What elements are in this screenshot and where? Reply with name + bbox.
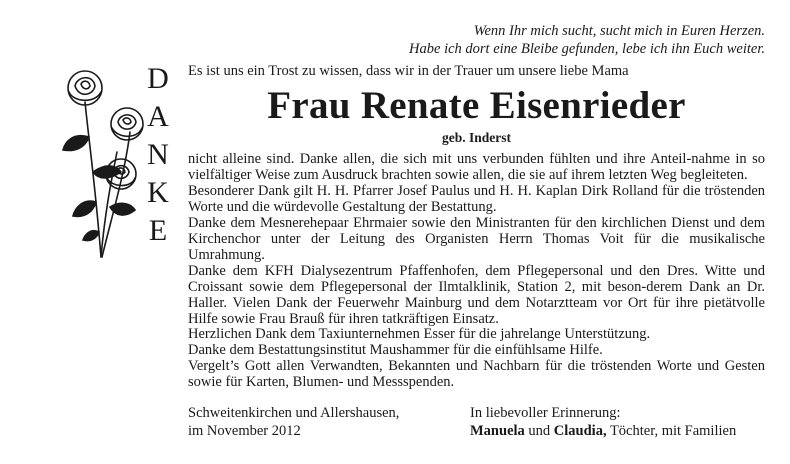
footer-place-date [188,404,399,440]
family-relation: Töchter, mit Familien [606,423,737,439]
footer-signature [470,404,736,440]
epigraph-quote [409,22,765,58]
paragraph-6: Danke dem Bestattungsinstitut Maushammer für die einfühlsame Hilfe. [188,342,603,359]
danke-letter-e: E [148,214,168,247]
danke-vertical [143,60,173,250]
danke-letter-n: N [147,138,169,171]
intro-line: Es ist uns ein Trost zu wissen, dass wir in der Trauer um unsere liebe Mama [188,63,629,79]
thanks-body [188,152,765,391]
deceased-name: Frau Renate Eisenrieder [267,84,686,127]
footer-family [470,422,736,440]
footer-place: Schweitenkirchen und Allershausen, [188,405,400,421]
danke-letter-d: D [147,62,169,95]
name-connector: und [524,423,554,439]
paragraph-2: Besonderer Dank gilt H. H. Pfarrer Josef Paulus und H. H. Kaplan Dirk Rolland für die tröstenden Worte und die würdevolle Gestaltung der Bestattung. [188,182,765,215]
quote-line-1: Wenn Ihr mich sucht, sucht mich in Euren Herzen. [473,23,765,39]
paragraph-3: Danke dem Mesnerehepaar Ehrmaier sowie den Ministranten für den kirchlichen Dienst und dem Kirchenchor unter der Leitung des Organisten Herrn Thomas Voit für die musikalische Umrahmung. [188,214,765,263]
roses-illustration [55,62,147,262]
paragraph-5: Herzlichen Dank dem Taxiunternehmen Esser für die jahrelange Unterstützung. [188,326,651,343]
danke-letter-k: K [147,176,169,209]
footer-date: im November 2012 [188,423,301,439]
birth-name: geb. Inderst [441,130,511,145]
paragraph-4: Danke dem KFH Dialysezentrum Pfaffenhofen, dem Pflegepersonal und den Dres. Witte und Croissant sowie dem Pflegepersonal der Ilmtalklinik, Station 2, mit beson-derem Dank an Dr. Haller. Vielen Dank der Feuerwehr Mainburg und dem Notarztteam vor Ort für ihre pietätvolle Hilfe sowie Frau Brauß für ihren tatkräftigen Einsatz. [188,262,765,327]
danke-letter-a: A [147,100,169,133]
name-manuela: Manuela [470,423,525,439]
footer-remembrance: In liebevoller Erinnerung: [470,405,621,421]
quote-line-2: Habe ich dort eine Bleibe gefunden, lebe ich ihn Euch weiter. [409,41,765,57]
name-claudia: Claudia, [553,423,607,439]
paragraph-7: Vergelt’s Gott allen Verwandten, Bekannten und Nachbarn für die tröstenden Worte und Gesten sowie für Karten, Blumen- und Messspenden. [188,358,765,391]
paragraph-1: nicht alleine sind. Danke allen, die sich mit uns verbunden fühlten und ihre Anteil-nahme in so vielfältiger Weise zum Ausdruck brachten sowie allen, die sie auf ihrem letzten Weg begleiteten. [188,151,765,183]
